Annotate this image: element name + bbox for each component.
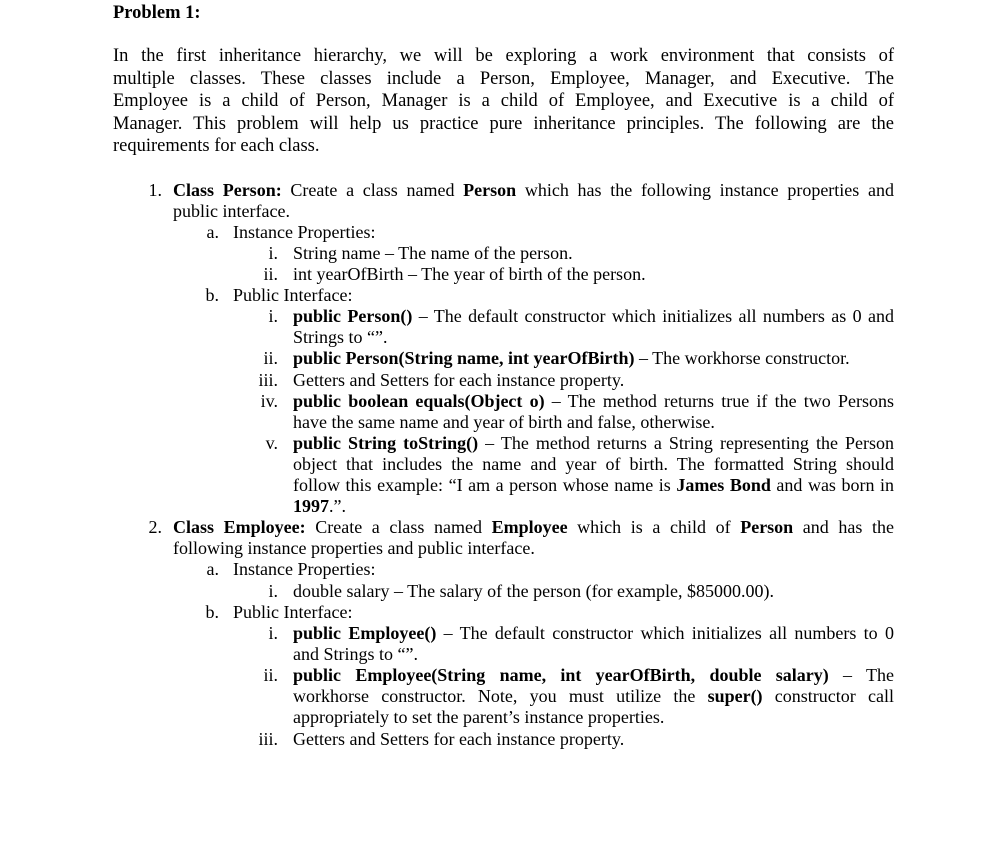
item-2b-i-num: i. bbox=[268, 623, 278, 643]
item-2b-ii-line-3: appropriately to set the parent’s instance properties. bbox=[293, 707, 665, 727]
item-2a-i-text: double salary – The salary of the person (for example, $85000.00). bbox=[293, 581, 775, 601]
item-2b-text: Public Interface: bbox=[233, 602, 353, 622]
item-2b-iii-num: iii. bbox=[258, 729, 278, 749]
item-1a-i-num: i. bbox=[268, 243, 278, 263]
item-2-line-1: Class Employee: Create a class named Employee which is a child of Person and has the bbox=[173, 517, 894, 537]
item-1-number: 1. bbox=[148, 180, 162, 200]
problem-heading: Problem 1: bbox=[113, 3, 201, 23]
item-1b-iv-num: iv. bbox=[260, 391, 278, 411]
item-1a-text: Instance Properties: bbox=[233, 222, 376, 242]
item-2b-ii-num: ii. bbox=[263, 665, 278, 685]
item-1b-i-line-1: public Person() – The default constructor which initializes all numbers as 0 and bbox=[293, 306, 894, 326]
intro-line: multiple classes. These classes include a Person, Employee, Manager, and Executive. The bbox=[113, 68, 894, 89]
intro-line: requirements for each class. bbox=[113, 136, 320, 156]
item-1-line-1: Class Person: Create a class named Person which has the following instance properties and bbox=[173, 180, 894, 200]
item-1b-v-line-4: 1997.”. bbox=[293, 496, 346, 516]
item-2b-i-line-2: and Strings to “”. bbox=[293, 644, 418, 664]
item-1b-v-line-3: follow this example: “I am a person whose name is James Bond and was born in bbox=[293, 475, 895, 495]
item-1-lead: Class Person: bbox=[173, 180, 282, 200]
intro-line: Manager. This problem will help us practice pure inheritance principles. The following are the bbox=[113, 113, 894, 134]
item-1a-ii-num: ii. bbox=[263, 264, 278, 284]
item-2-number: 2. bbox=[148, 517, 162, 537]
item-1-line-2: public interface. bbox=[173, 201, 290, 221]
item-1b-iv-line-2: have the same name and year of birth and false, otherwise. bbox=[293, 412, 715, 432]
item-1a-i-text: String name – The name of the person. bbox=[293, 243, 573, 263]
item-2-line-2: following instance properties and public interface. bbox=[173, 538, 535, 558]
intro-line: In the first inheritance hierarchy, we will be exploring a work environment that consists of bbox=[113, 46, 894, 66]
item-1b-ii-num: ii. bbox=[263, 348, 278, 368]
item-1b-i-line-2: Strings to “”. bbox=[293, 327, 388, 347]
item-1b-iii-text: Getters and Setters for each instance property. bbox=[293, 370, 625, 390]
item-2b-iii-text: Getters and Setters for each instance property. bbox=[293, 729, 625, 749]
item-1b-iii-num: iii. bbox=[258, 370, 278, 390]
item-1a-ii-text: int yearOfBirth – The year of birth of the person. bbox=[293, 264, 646, 284]
intro-paragraph bbox=[113, 45, 894, 158]
item-2a-label: a. bbox=[206, 559, 219, 579]
item-1b-v-line-1: public String toString() – The method returns a String representing the Person bbox=[293, 433, 894, 453]
item-2a-i-num: i. bbox=[268, 581, 278, 601]
item-1b-label: b. bbox=[205, 285, 219, 305]
item-1b-v-num: v. bbox=[265, 433, 278, 453]
item-1b-ii-line: public Person(String name, int yearOfBirth) – The workhorse constructor. bbox=[293, 348, 850, 368]
item-2b-ii-line-2: workhorse constructor. Note, you must utilize the super() constructor call bbox=[293, 686, 894, 706]
item-2a-text: Instance Properties: bbox=[233, 559, 376, 579]
item-1b-iv-line-1: public boolean equals(Object o) – The method returns true if the two Persons bbox=[293, 391, 894, 411]
item-1b-v-line-2: object that includes the name and year of birth. The formatted String should bbox=[293, 454, 894, 474]
intro-line: Employee is a child of Person, Manager is a child of Employee, and Executive is a child of bbox=[113, 91, 894, 111]
item-1a-label: a. bbox=[206, 222, 219, 242]
item-1b-text: Public Interface: bbox=[233, 285, 353, 305]
item-2b-i-line-1: public Employee() – The default constructor which initializes all numbers to 0 bbox=[293, 623, 894, 643]
item-2b-ii-line-1: public Employee(String name, int yearOfBirth, double salary) – The bbox=[293, 665, 894, 685]
item-1b-i-num: i. bbox=[268, 306, 278, 326]
item-2b-label: b. bbox=[205, 602, 219, 622]
item-2-lead: Class Employee: bbox=[173, 517, 306, 537]
